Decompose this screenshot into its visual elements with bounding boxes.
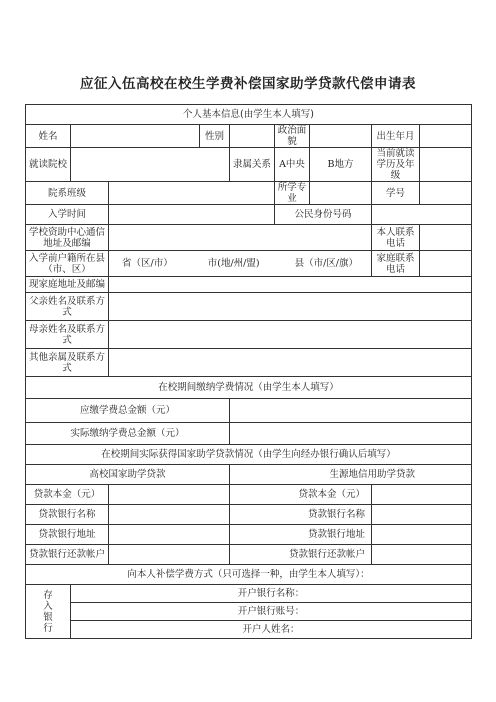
field-paid[interactable] [230, 423, 472, 445]
field-father[interactable] [109, 293, 472, 321]
form-title: 应征入伍高校在校生学费补偿国家助学贷款代偿申请表 [80, 76, 416, 92]
field-other[interactable] [109, 349, 472, 377]
field-payable[interactable] [230, 399, 472, 423]
field-home-phone[interactable] [420, 251, 472, 277]
label-other: 其他亲属及联系方式 [26, 349, 109, 377]
label-school-aid-addr: 学校资助中心通信地址及邮编 [26, 225, 109, 251]
label-name: 姓名 [26, 125, 71, 148]
label-payable: 应缴学费总金额（元） [26, 399, 230, 423]
field-major[interactable] [310, 182, 372, 205]
field-enroll-time[interactable] [109, 205, 275, 225]
application-form [25, 104, 472, 639]
label-enroll-time: 入学时间 [26, 205, 109, 225]
field-repay-a[interactable] [109, 545, 230, 565]
label-source-loan: 生源地信用助学贷款 [230, 465, 472, 485]
label-bank-addr-b: 贷款银行地址 [230, 525, 372, 545]
field-bank-a[interactable] [109, 505, 230, 525]
label-department: 院系班级 [26, 182, 109, 205]
label-current-edu: 当前就读学历及年级 [372, 148, 420, 182]
label-school: 就读院校 [26, 148, 71, 182]
field-home-addr[interactable] [109, 277, 472, 293]
hukou-county: 县（市/区/旗） [294, 258, 358, 269]
field-account-no[interactable]: 开户银行账号： [71, 603, 472, 621]
label-paid: 实际缴纳学费总金额（元） [26, 423, 230, 445]
hukou-province: 省（区/市） [122, 258, 173, 269]
label-student-id: 学号 [372, 182, 420, 205]
field-gender[interactable] [230, 125, 275, 148]
field-hukou[interactable] [109, 251, 372, 277]
field-political[interactable] [310, 125, 372, 148]
label-id-no: 公民身份号码 [275, 205, 372, 225]
field-bank-addr-b[interactable] [372, 525, 472, 545]
field-school-aid-addr[interactable] [109, 225, 372, 251]
section-basic-header: 个人基本信息(由学生本人填写) [26, 105, 472, 125]
option-local[interactable]: B地方 [310, 148, 372, 182]
field-contact-phone[interactable] [420, 225, 472, 251]
label-bank-b: 贷款银行名称 [230, 505, 372, 525]
section-loan-header: 在校期间实际获得国家助学贷款情况（由学生向经办银行确认后填写） [26, 445, 472, 465]
field-id-no[interactable] [372, 205, 472, 225]
label-national-loan: 高校国家助学贷款 [26, 465, 230, 485]
field-school[interactable] [71, 148, 230, 182]
label-principal-a: 贷款本金（元） [26, 485, 109, 505]
field-mother[interactable] [109, 321, 472, 349]
label-contact-phone: 本人联系电话 [372, 225, 420, 251]
field-student-id[interactable] [420, 182, 472, 205]
label-principal-b: 贷款本金（元） [230, 485, 372, 505]
field-repay-b[interactable] [372, 545, 472, 565]
label-mother: 母亲姓名及联系方式 [26, 321, 109, 349]
label-political: 政治面貌 [275, 125, 310, 148]
label-bank-addr-a: 贷款银行地址 [26, 525, 109, 545]
hukou-city: 市(地/州/盟) [207, 258, 260, 269]
option-central[interactable]: A中央 [275, 148, 310, 182]
label-repay-b: 贷款银行还款帐户 [230, 545, 372, 565]
compensation-method: 向本人补偿学费方式（只可选择一种，由学生本人填写）： [26, 565, 472, 585]
label-gender: 性别 [200, 125, 230, 148]
label-father: 父亲姓名及联系方式 [26, 293, 109, 321]
label-home-phone: 家庭联系电话 [372, 251, 420, 277]
field-department[interactable] [109, 182, 275, 205]
field-holder[interactable]: 开户人姓名： [71, 621, 472, 639]
label-major: 所学专业 [275, 182, 310, 205]
section-tuition-header: 在校期间缴纳学费情况（由学生本人填写） [26, 377, 472, 399]
label-repay-a: 贷款银行还款帐户 [26, 545, 109, 565]
field-birth[interactable] [420, 125, 472, 148]
label-deposit-bank: 存 入 银 行 [26, 585, 71, 639]
field-name[interactable] [71, 125, 200, 148]
label-affiliation: 隶属关系 [230, 148, 275, 182]
field-bank-name[interactable]: 开户银行名称： [71, 585, 472, 603]
label-birth: 出生年月 [372, 125, 420, 148]
field-principal-b[interactable] [372, 485, 472, 505]
label-bank-a: 贷款银行名称 [26, 505, 109, 525]
field-bank-b[interactable] [372, 505, 472, 525]
field-bank-addr-a[interactable] [109, 525, 230, 545]
label-home-addr: 现家庭地址及邮编 [26, 277, 109, 293]
field-principal-a[interactable] [109, 485, 230, 505]
label-hukou: 入学前户籍所在县（市、区） [26, 251, 109, 277]
field-current-edu[interactable] [420, 148, 472, 182]
